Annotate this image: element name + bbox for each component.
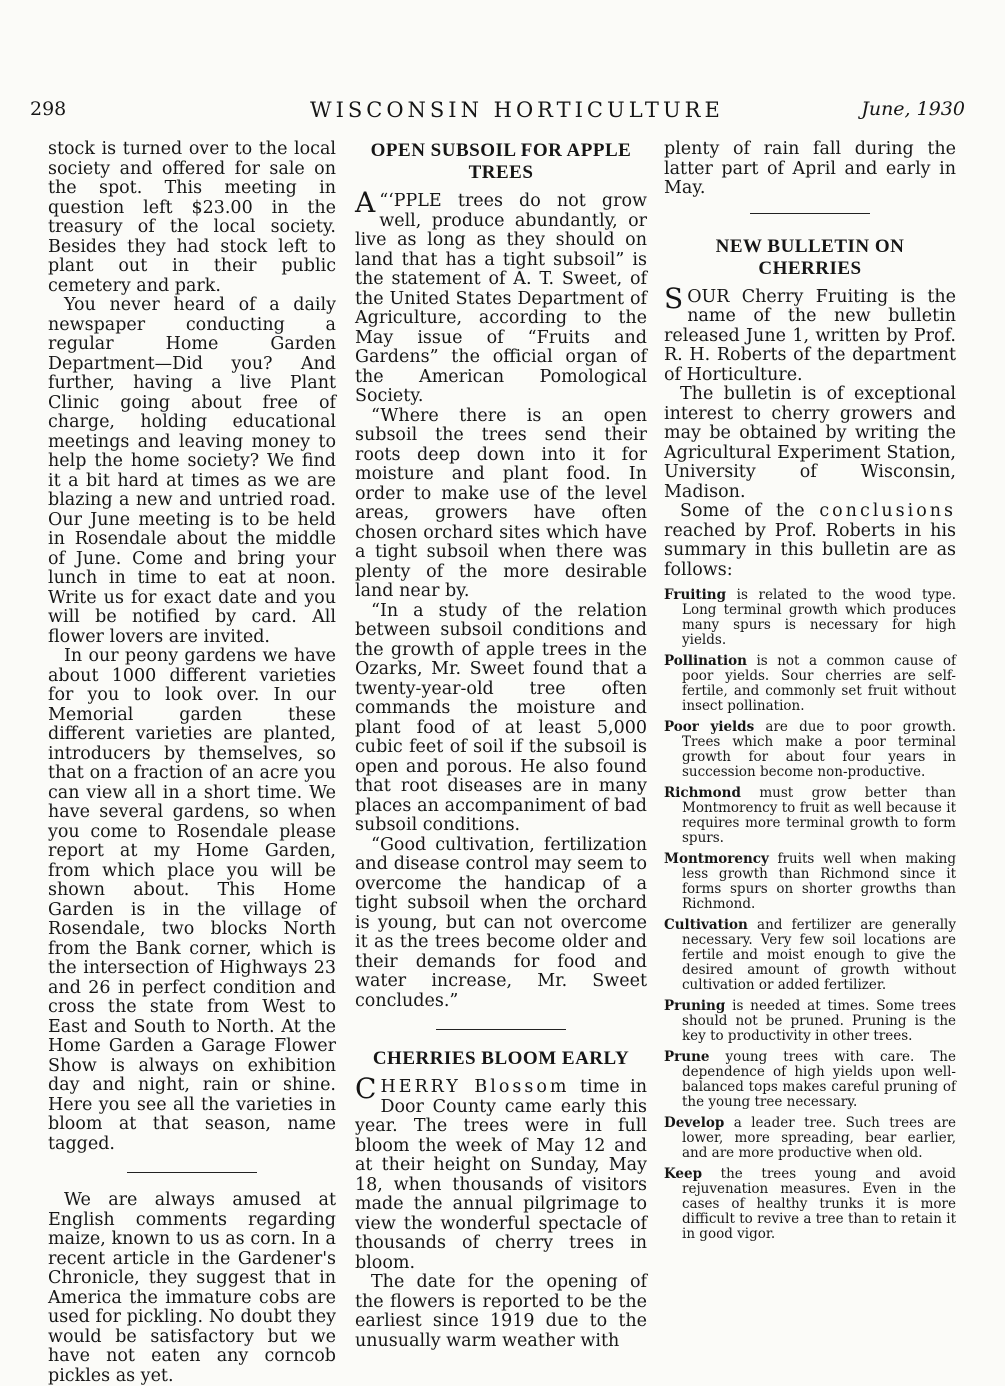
drop-cap: A — [355, 186, 376, 219]
column-3 — [664, 140, 956, 1248]
keyword: Pollination — [664, 653, 747, 669]
page-number: 298 — [30, 98, 67, 120]
keyword: Pruning — [664, 998, 726, 1014]
article-headline: OPEN SUBSOIL FOR APPLE TREES — [370, 140, 632, 183]
text-run: reached by Prof. Roberts in his summary in this bulletin are as follows: — [664, 520, 956, 580]
drop-cap: C — [355, 1072, 377, 1105]
paragraph: The date for the opening of the flowers is reported to be the earliest since 1919 due to the unusually warm weather with — [355, 1272, 647, 1351]
divider — [750, 213, 870, 214]
spaced-word: conclusions — [819, 501, 956, 521]
keyword: Develop — [664, 1115, 725, 1131]
paragraph: “Good cultivation, fertilization and disease control may seem to overcome the handicap of a tight subsoil when the orchard is young, but can not overcome it as the trees become older and their demands for food and water increase, Mr. Sweet concludes.” — [355, 834, 647, 1011]
paragraph: In our peony gardens we have about 1000 different varieties for you to look over. In our Memorial garden these different varieties are planted, introducers by themselves, so that on a fraction of an acre you can view all in a short time. We have several gardens, so when you come to Rosendale please report at my Home Garden, from which place you will be shown about. This Home Garden is in the village of Rosendale, two blocks North from the Bank corner, which is the intersection of Highways 23 and 26 in perfect condition and cross the state from West to East and South to North. At the Home Garden a Garage Flower Show is always on exhibition day and night, rain or shine. Here you see all the varieties in bloom at that season, name tagged. — [48, 646, 336, 1154]
article-lead — [355, 1072, 647, 1273]
keyword: Fruiting — [664, 587, 727, 603]
keyword: Keep — [664, 1166, 703, 1182]
article-lead — [355, 186, 647, 407]
item-text: the trees young and avoid rejuvenation measures. Even in the cases of healthy trunks it is more difficult to revive a tree than to retain it in good vigor. — [682, 1166, 956, 1242]
divider — [436, 1029, 566, 1030]
keyword: Montmorency — [664, 851, 769, 867]
conclusion-item — [664, 1116, 956, 1161]
conclusion-item — [664, 999, 956, 1044]
item-text: a leader tree. Such trees are lower, more spreading, bear earlier, and are more productive when old. — [682, 1115, 956, 1161]
paragraph: “Where there is an open subsoil the trees send their roots deep down into it for moisture and plant food. In order to make use of the level areas, growers have often chosen orchard sites which have a tight subsoil when there was plenty of the more desirable land near by. — [355, 405, 647, 601]
item-text: is related to the wood type. Long terminal growth which produces many spurs is necessary for high yields. — [682, 587, 956, 648]
lead-text: PPLE trees do not grow well, produce abundantly, or live as long as they should on land that has a tight subsoil” is the statement of A. T. Sweet, of the United States Department of Agriculture, according to the May issue of “Fruits and Gardens” the official organ of the American Pomological Society. — [355, 191, 647, 406]
paragraph: You never heard of a daily newspaper conducting a regular Home Garden Department—Did you? And further, having a live Plant Clinic going about free of charge, holding educational meetings and leaving money to help the home society? We find it a bit hard at times as we are blazing a new and untried road. Our June meeting is to be held in Rosendale about the middle of June. Come and bring your lunch in time to eat at noon. Write us for exact date and you will be notified by card. All flower lovers are invited. — [48, 295, 336, 647]
paragraph: “In a study of the relation between subsoil conditions and the growth of apple trees in the Ozarks, Mr. Sweet found that a twenty-year-old tree often commands the moisture and plant food of at least 5,000 cubic feet of soil if the subsoil is open and porous. He also found that root diseases are in many places an accompaniment of bad subsoil conditions. — [355, 600, 647, 835]
paragraph: stock is turned over to the local society and offered for sale on the spot. This meeting in question left $23.00 in the treasury of the local society. Besides they had stock left to plant out in their public cemetery and park. — [48, 139, 336, 296]
magazine-title: WISCONSIN HORTICULTURE — [310, 98, 724, 122]
item-text: young trees with care. The dependence of high yields upon well-balanced tops makes careful pruning of the young tree necessary. — [682, 1049, 956, 1110]
conclusions-list — [664, 588, 956, 1242]
article-headline: NEW BULLETIN ON CHERRIES — [715, 235, 905, 279]
keyword: Richmond — [664, 785, 741, 801]
paragraph: We are always amused at English comments regarding maize, known to us as corn. In a recent article in the Gardener's Chronicle, they suggest that in America the immature cobs are used for pickling. No doubt they would be satisfactory but we have not eaten any corncob pickles as yet. — [48, 1190, 336, 1386]
conclusion-item — [664, 852, 956, 912]
column-2 — [355, 140, 647, 1351]
conclusion-item — [664, 918, 956, 993]
conclusion-item — [664, 720, 956, 780]
lead-text: OUR Cherry Fruiting is the name of the new bulletin released June 1, written by Prof. R. H. Roberts of the department of Horticulture. — [664, 286, 956, 385]
item-text: are due to poor growth. Trees which make a poor terminal growth for about four years in succession become non-productive. — [682, 719, 957, 780]
page-header — [30, 98, 965, 128]
spaced-lead: HERRY Blossom — [380, 1077, 570, 1097]
text-run: Some of the — [680, 501, 820, 521]
open-quote: “‘ — [379, 191, 394, 211]
item-text: must grow better than Montmorency to fruit as well because it requires more terminal growth to form spurs. — [682, 785, 956, 846]
keyword: Prune — [664, 1049, 710, 1065]
item-text: and fertilizer are generally necessary. Very few soil locations are fertile and moist enough to give the desired amount of growth without cultivation or added fertilizer. — [682, 917, 956, 993]
conclusion-item — [664, 588, 956, 648]
keyword: Poor yields — [664, 719, 755, 735]
conclusion-item — [664, 654, 956, 714]
article-lead — [664, 281, 956, 386]
paragraph: plenty of rain fall during the latter part of April and early in May. — [664, 139, 956, 198]
paragraph — [664, 502, 956, 580]
drop-cap: S — [664, 281, 684, 315]
conclusion-item — [664, 1167, 956, 1242]
item-text: is needed at times. Some trees should not be pruned. Pruning is the key to productivity in other trees. — [682, 998, 956, 1044]
paragraph: The bulletin is of exceptional interest to cherry growers and may be obtained by writing the Agricultural Experiment Station, University of Wisconsin, Madison. — [664, 384, 956, 502]
lead-text: time in Door County came early this year. The trees were in full bloom the week of May 12 and at their height on Sunday, May 18, when thousands of visitors made the annual pilgrimage to view the wonderful spectacle of thousands of cherry trees in bloom. — [355, 1077, 647, 1273]
column-1 — [48, 140, 336, 1386]
keyword: Cultivation — [664, 917, 748, 933]
item-text: is not a common cause of poor yields. Sour cherries are self-fertile, and commonly set fruit without insect pollination. — [682, 653, 956, 714]
item-text: fruits well when making less growth than Richmond since it forms spurs on shorter growths than Richmond. — [682, 851, 956, 912]
conclusion-item — [664, 1050, 956, 1110]
article-headline: CHERRIES BLOOM EARLY — [372, 1048, 630, 1069]
divider — [127, 1172, 257, 1173]
issue-date: June, 1930 — [861, 98, 965, 120]
conclusion-item — [664, 786, 956, 846]
